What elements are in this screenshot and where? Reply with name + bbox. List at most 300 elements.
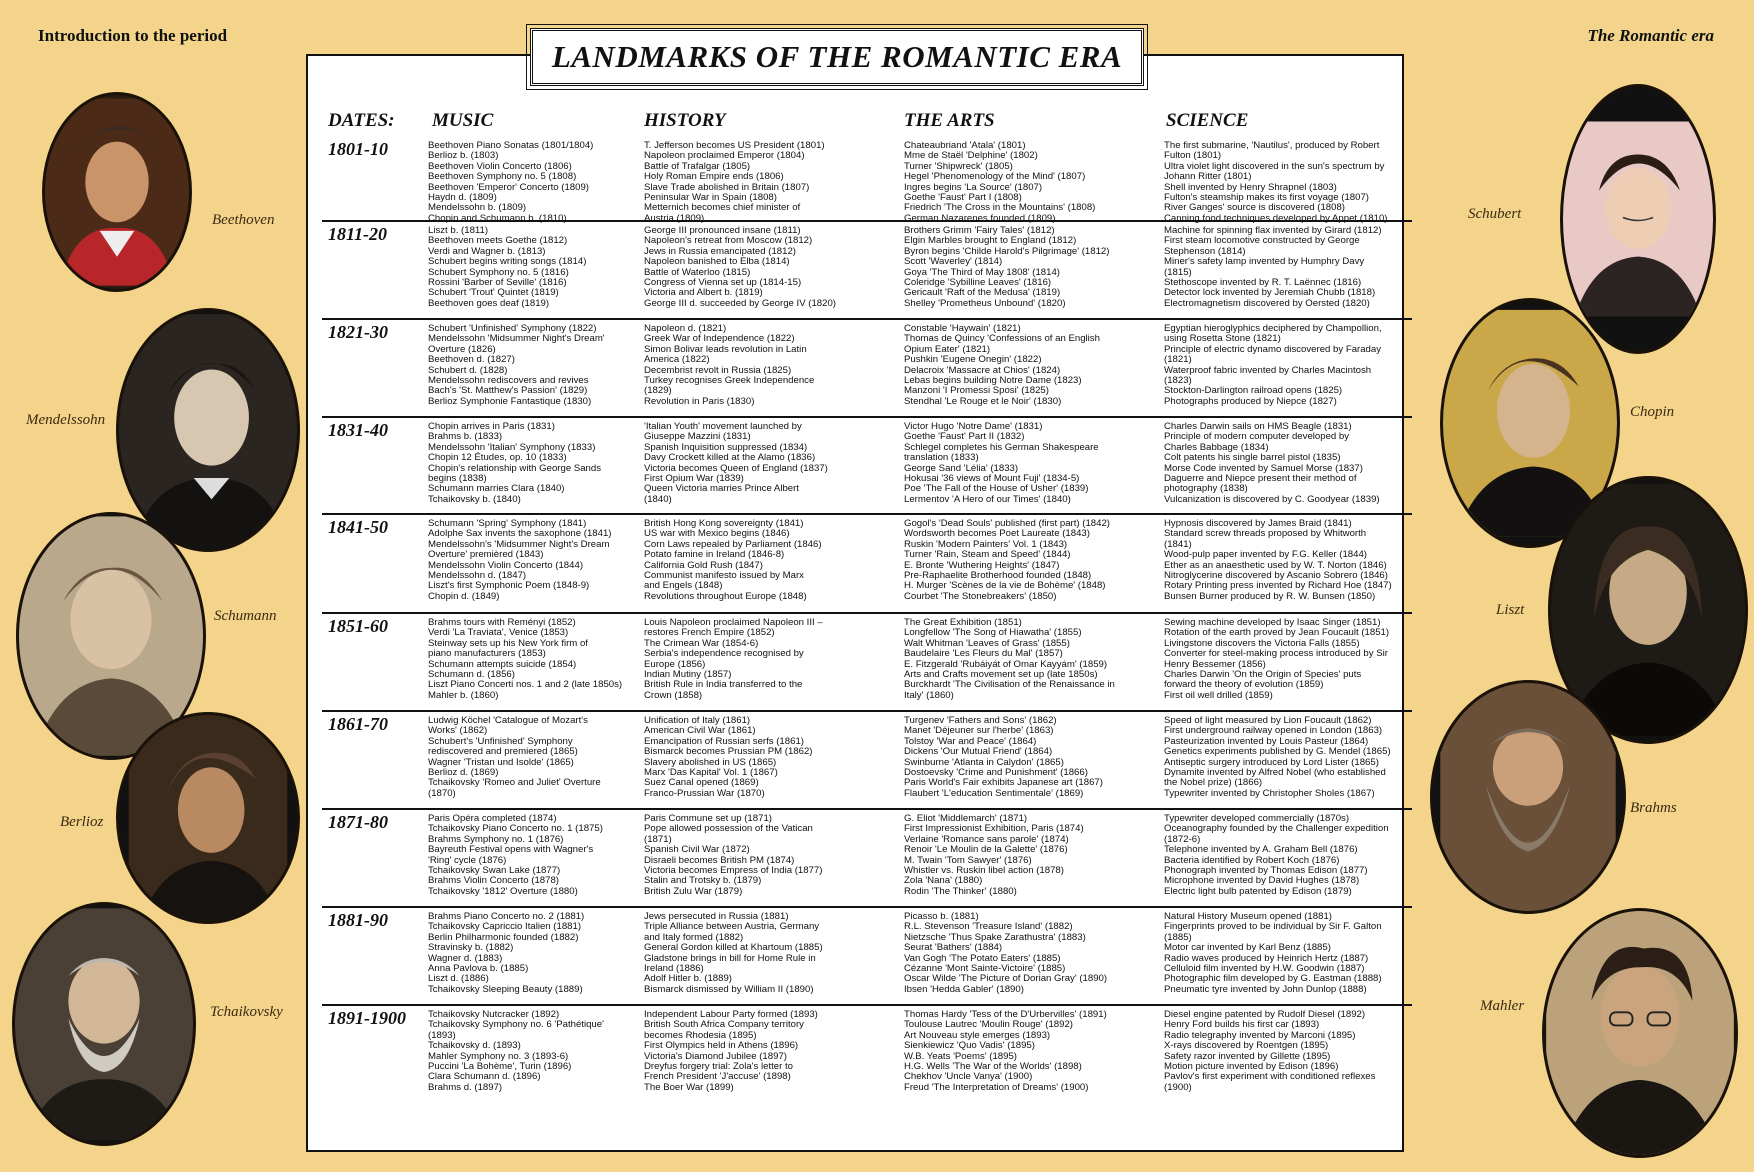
science-column	[1164, 814, 1410, 897]
music-column	[428, 519, 628, 602]
history-entry: Napoleon banished to Elba (1814)	[644, 256, 790, 268]
arts-entry: Ibsen 'Hedda Gabler' (1890)	[904, 983, 1024, 995]
arts-entry: German Nazarenes founded (1809)	[904, 212, 1056, 224]
music-entry: Mendelssohn's 'Midsummer Night's Dream	[428, 538, 610, 550]
music-entry: Brahms d. (1897)	[428, 1081, 503, 1093]
history-entry: and Italy formed (1882)	[644, 931, 744, 943]
portrait-label-brahms: Brahms	[1630, 800, 1677, 816]
arts-entry: Victor Hugo 'Notre Dame' (1831)	[904, 421, 1043, 432]
science-entry: (1900)	[1164, 1081, 1192, 1093]
science-entry: using Rosetta Stone (1821)	[1164, 333, 1281, 345]
arts-entry: Sienkiewicz 'Quo Vadis' (1895)	[904, 1040, 1035, 1052]
arts-entry: Courbet 'The Stonebreakers' (1850)	[904, 590, 1057, 602]
science-entry: River Ganges' source is discovered (1808)	[1164, 202, 1345, 214]
music-column	[428, 226, 628, 309]
history-entry: Giuseppe Mazzini (1831)	[644, 431, 751, 443]
history-entry: Austria (1809)	[644, 212, 705, 224]
decade-row	[322, 318, 1412, 416]
music-entry: Chopin's relationship with George Sands	[428, 462, 602, 474]
arts-entry: translation (1833)	[904, 452, 979, 464]
section-label-right: The Romantic era	[1587, 26, 1714, 45]
arts-entry: George Sand 'Lélia' (1833)	[904, 462, 1019, 474]
science-entry: (1815)	[1164, 266, 1192, 278]
science-entry: Nitroglycerine discovered by Ascanio Sobrero (1846)	[1164, 570, 1388, 582]
music-entry: Tchaikovsky '1812' Overture (1880)	[428, 885, 578, 897]
history-entry: Emancipation of Russian serfs (1861)	[644, 735, 804, 747]
portrait-label-berlioz: Berlioz	[60, 814, 104, 830]
arts-entry: Ingres begins 'La Source' (1807)	[904, 181, 1043, 193]
science-entry: Converter for steel-making process introduced by Sir	[1164, 648, 1388, 660]
arts-entry: Nietzsche 'Thus Spake Zarathustra' (1883)	[904, 931, 1086, 943]
music-entry: Beethoven Symphony no. 5 (1808)	[428, 171, 577, 183]
science-entry: Henry Ford builds his first car (1893)	[1164, 1019, 1320, 1031]
history-entry: American Civil War (1861)	[644, 725, 756, 737]
arts-entry: Schlegel completes his German Shakespeare	[904, 441, 1099, 453]
music-entry: Anna Pavlova b. (1885)	[428, 963, 529, 975]
arts-entry: Verlaine 'Romance sans parole' (1874)	[904, 833, 1069, 845]
music-entry: Rossini 'Barber of Seville' (1816)	[428, 277, 567, 289]
arts-entry: Mme de Staël 'Delphine' (1802)	[904, 150, 1038, 162]
history-entry: First Olympics held in Athens (1896)	[644, 1040, 799, 1052]
music-column	[428, 912, 628, 995]
science-entry: Wood-pulp paper invented by F.G. Keller (1844)	[1164, 549, 1368, 561]
portrait-label-liszt: Liszt	[1496, 602, 1525, 618]
science-entry: Dynamite invented by Alfred Nobel (who established	[1164, 767, 1386, 779]
history-entry: Battle of Trafalgar (1805)	[644, 160, 751, 172]
portrait-beethoven	[42, 92, 192, 292]
arts-entry: Manet 'Déjeuner sur l'herbe' (1863)	[904, 725, 1054, 737]
history-entry: Stalin and Trotsky b. (1879)	[644, 875, 762, 887]
music-entry: Tchaikovsky Sleeping Beauty (1889)	[428, 983, 583, 995]
arts-column	[904, 141, 1144, 224]
history-entry: Napoleon's retreat from Moscow (1812)	[644, 235, 813, 247]
science-entry: Bunsen Burner produced by R. W. Bunsen (1850)	[1164, 590, 1376, 602]
history-entry: French President 'J'accuse' (1898)	[644, 1071, 791, 1083]
decade-label: 1831-40	[328, 420, 388, 440]
arts-entry: Turner 'Rain, Steam and Speed' (1844)	[904, 549, 1071, 561]
science-entry: Morse Code invented by Samuel Morse (1837)	[1164, 462, 1363, 474]
decade-label: 1891-1900	[328, 1008, 406, 1028]
header-dates: DATES:	[328, 110, 395, 131]
music-entry: Beethoven goes deaf (1819)	[428, 297, 550, 309]
music-entry: Ludwig Köchel 'Catalogue of Mozart's	[428, 715, 588, 726]
science-entry: The first submarine, 'Nautilus', produced by Robert	[1164, 140, 1380, 151]
history-entry: Unification of Italy (1861)	[644, 715, 751, 726]
arts-column	[904, 814, 1144, 897]
portrait-tchaikovsky	[12, 902, 196, 1146]
music-entry: Mendelssohn rediscovers and revives	[428, 375, 589, 387]
arts-entry: M. Twain 'Tom Sawyer' (1876)	[904, 854, 1032, 866]
decade-row	[322, 710, 1412, 808]
science-entry: Microphone invented by David Hughes (1878)	[1164, 875, 1360, 887]
history-entry: Holy Roman Empire ends (1806)	[644, 171, 784, 183]
science-entry: Egyptian hieroglyphics deciphered by Champollion,	[1164, 323, 1382, 334]
arts-entry: Wordsworth becomes Poet Laureate (1843)	[904, 528, 1090, 540]
music-entry: (1870)	[428, 787, 456, 799]
science-entry: Celluloid film invented by H.W. Goodwin (1887)	[1164, 963, 1365, 975]
science-entry: First oil well drilled (1859)	[1164, 689, 1273, 701]
history-entry: Victoria becomes Queen of England (1837)	[644, 462, 828, 474]
arts-entry: Gericault 'Raft of the Medusa' (1819)	[904, 287, 1061, 299]
portrait-label-chopin: Chopin	[1630, 404, 1675, 420]
science-entry: Oceanography founded by the Challenger expedition	[1164, 823, 1389, 835]
music-entry: Works' (1862)	[428, 725, 488, 737]
arts-column	[904, 1010, 1144, 1093]
music-entry: Berlioz d. (1869)	[428, 767, 499, 779]
history-entry: Revolutions throughout Europe (1848)	[644, 590, 807, 602]
portrait-brahms	[1430, 680, 1626, 914]
arts-entry: Turgenev 'Fathers and Sons' (1862)	[904, 715, 1057, 726]
arts-entry: Lermentov 'A Hero of our Times' (1840)	[904, 493, 1071, 505]
science-column	[1164, 716, 1410, 799]
history-entry: Pope allowed possession of the Vatican	[644, 823, 813, 835]
arts-entry: Thomas de Quincy 'Confessions of an English	[904, 333, 1100, 345]
science-column	[1164, 618, 1410, 701]
arts-entry: Hegel 'Phenomenology of the Mind' (1807)	[904, 171, 1086, 183]
arts-entry: Seurat 'Bathers' (1884)	[904, 942, 1003, 954]
decade-label: 1861-70	[328, 714, 388, 734]
arts-entry: Renoir 'Le Moulin de la Galette' (1876)	[904, 844, 1068, 856]
science-entry: Stockton-Darlington railroad opens (1825)	[1164, 385, 1343, 397]
science-entry: Radio telegraphy invented by Marconi (1895)	[1164, 1029, 1356, 1041]
arts-entry: Friedrich 'The Cross in the Mountains' (1808)	[904, 202, 1096, 214]
science-entry: Canning food techniques developed by Appet (1810)	[1164, 212, 1388, 224]
science-entry: Pneumatic tyre invented by John Dunlop (1888)	[1164, 983, 1367, 995]
arts-entry: H. Murger 'Scènes de la vie de Bohème' (1848)	[904, 580, 1106, 592]
arts-entry: Goethe 'Faust' Part I (1808)	[904, 192, 1022, 204]
arts-entry: E. Bronte 'Wuthering Heights' (1847)	[904, 559, 1060, 571]
science-entry: Sewing machine developed by Isaac Singer (1851)	[1164, 617, 1381, 628]
arts-entry: Toulouse Lautrec 'Moulin Rouge' (1892)	[904, 1019, 1073, 1031]
portrait-label-mendelssohn: Mendelssohn	[26, 412, 106, 428]
music-entry: Puccini 'La Bohème', Turin (1896)	[428, 1061, 572, 1073]
history-entry: (1840)	[644, 493, 672, 505]
science-entry: Charles Darwin 'On the Origin of Species' puts	[1164, 669, 1362, 681]
history-entry: Dreyfus forgery trial: Zola's letter to	[644, 1061, 793, 1073]
history-entry: The Crimean War (1854-6)	[644, 637, 759, 649]
arts-entry: Goethe 'Faust' Part II (1832)	[904, 431, 1025, 443]
portrait-label-tchaikovsky: Tchaikovsky	[210, 1004, 283, 1020]
music-entry: Overture' premièred (1843)	[428, 549, 544, 561]
science-entry: Charles Babbage (1834)	[1164, 441, 1269, 453]
music-entry: Liszt's first Symphonic Poem (1848-9)	[428, 580, 590, 592]
science-entry: X-rays discovered by Roentgen (1895)	[1164, 1040, 1329, 1052]
arts-entry: Picasso b. (1881)	[904, 911, 979, 922]
music-entry: Tchaikovsky Swan Lake (1877)	[428, 865, 561, 877]
history-entry: Crown (1858)	[644, 689, 703, 701]
portrait-berlioz	[116, 712, 300, 924]
history-entry: Peninsular War in Spain (1808)	[644, 192, 777, 204]
music-entry: Brahms tours with Reményi (1852)	[428, 617, 576, 628]
history-entry: British Rule in India transferred to the	[644, 679, 803, 691]
arts-entry: Constable 'Haywain' (1821)	[904, 323, 1021, 334]
history-entry: Triple Alliance between Austria, Germany	[644, 921, 820, 933]
arts-entry: Cézanne 'Mont Sainte-Victoire' (1885)	[904, 963, 1066, 975]
title-box	[530, 28, 1144, 86]
music-column	[428, 716, 628, 799]
music-entry: Mendelssohn b. (1809)	[428, 202, 527, 214]
science-entry: Typewriter invented by Christopher Sholes (1867)	[1164, 787, 1375, 799]
history-entry: Potato famine in Ireland (1846-8)	[644, 549, 785, 561]
decade-row	[322, 137, 1412, 233]
decade-label: 1811-20	[328, 224, 388, 244]
history-entry: Davy Crockett killed at the Alamo (1836)	[644, 452, 816, 464]
arts-entry: R.L. Stevenson 'Treasure Island' (1882)	[904, 921, 1073, 933]
science-entry: the Nobel prize) (1866)	[1164, 777, 1263, 789]
science-entry: Principle of modern computer developed by	[1164, 431, 1350, 443]
music-entry: Clara Schumann d. (1896)	[428, 1071, 541, 1083]
music-entry: Schumann 'Spring' Symphony (1841)	[428, 518, 587, 529]
history-entry: Corn Laws repealed by Parliament (1846)	[644, 538, 822, 550]
science-entry: Photographs produced by Niepce (1827)	[1164, 395, 1337, 407]
science-entry: Natural History Museum opened (1881)	[1164, 911, 1332, 922]
science-entry: Telephone invented by A. Graham Bell (1876)	[1164, 844, 1358, 856]
history-entry: Victoria's Diamond Jubilee (1897)	[644, 1050, 787, 1062]
science-entry: Standard screw threads proposed by Whitworth	[1164, 528, 1367, 540]
arts-entry: E. Fitzgerald 'Rubáiyát of Omar Kayyám' (1859)	[904, 658, 1108, 670]
music-entry: Brahms b. (1833)	[428, 431, 503, 443]
history-entry: First Opium War (1839)	[644, 473, 744, 485]
music-entry: Steinway sets up his New York firm of	[428, 637, 588, 649]
history-entry: Metternich becomes chief minister of	[644, 202, 801, 214]
music-entry: Tchaikovsky Capriccio Italien (1881)	[428, 921, 582, 933]
arts-column	[904, 324, 1144, 407]
history-entry: Battle of Waterloo (1815)	[644, 266, 751, 278]
music-entry: 'Ring' cycle (1876)	[428, 854, 507, 866]
music-entry: Tchaikovsky b. (1840)	[428, 493, 521, 505]
music-entry: Schumann marries Clara (1840)	[428, 483, 565, 495]
science-entry: Speed of light measured by Lion Foucault (1862)	[1164, 715, 1372, 726]
portrait-label-schumann: Schumann	[214, 608, 277, 624]
arts-entry: Turner 'Shipwreck' (1805)	[904, 160, 1013, 172]
header-music: MUSIC	[432, 110, 494, 131]
science-entry: Daguerre and Niepce present their method of	[1164, 473, 1357, 485]
music-column	[428, 814, 628, 897]
music-entry: Brahms Violin Concerto (1878)	[428, 875, 560, 887]
history-entry: Marx 'Das Kapital' Vol. 1 (1867)	[644, 767, 778, 779]
science-entry: Fulton's steamship makes its first voyage (1807)	[1164, 192, 1369, 204]
arts-column	[904, 716, 1144, 799]
science-entry: Rotation of the earth proved by Jean Foucault (1851)	[1164, 627, 1390, 639]
history-entry: Slavery abolished in US (1865)	[644, 756, 777, 768]
music-entry: Wagner 'Tristan und Isolde' (1865)	[428, 756, 574, 768]
science-entry: Pavlov's first experiment with conditioned reflexes	[1164, 1071, 1376, 1083]
arts-entry: Walt Whitman 'Leaves of Grass' (1855)	[904, 637, 1070, 649]
history-entry: America (1822)	[644, 354, 710, 366]
history-column	[644, 716, 884, 799]
science-entry: (1821)	[1164, 354, 1192, 366]
arts-entry: Hokusai '36 views of Mount Fuji' (1834-5)	[904, 473, 1080, 485]
music-entry: Beethoven 'Emperor' Concerto (1809)	[428, 181, 589, 193]
music-entry: Verdi and Wagner b. (1813)	[428, 245, 546, 257]
music-entry: Berlin Philharmonic founded (1882)	[428, 931, 579, 943]
arts-entry: Scott 'Waverley' (1814)	[904, 256, 1003, 268]
history-entry: Spanish Civil War (1872)	[644, 844, 750, 856]
arts-entry: Arts and Crafts movement set up (late 1850s)	[904, 669, 1098, 681]
arts-entry: Poe 'The Fall of the House of Usher' (1839)	[904, 483, 1089, 495]
music-entry: Wagner d. (1883)	[428, 952, 503, 964]
music-entry: Haydn d. (1809)	[428, 192, 497, 204]
music-column	[428, 141, 628, 224]
science-entry: Detector lock invented by Jeremiah Chubb (1818)	[1164, 287, 1376, 299]
history-entry: Independent Labour Party formed (1893)	[644, 1009, 818, 1020]
music-entry: Mendelssohn d. (1847)	[428, 570, 527, 582]
decade-label: 1851-60	[328, 616, 388, 636]
history-entry: Suez Canal opened (1869)	[644, 777, 759, 789]
arts-entry: Brothers Grimm 'Fairy Tales' (1812)	[904, 225, 1055, 236]
arts-entry: Dostoevsky 'Crime and Punishment' (1866)	[904, 767, 1088, 779]
science-entry: (1823)	[1164, 375, 1192, 387]
history-entry: Revolution in Paris (1830)	[644, 395, 755, 407]
arts-entry: Rodin 'The Thinker' (1880)	[904, 885, 1017, 897]
music-entry: Schubert begins writing songs (1814)	[428, 256, 587, 268]
arts-entry: Chekhov 'Uncle Vanya' (1900)	[904, 1071, 1033, 1083]
science-entry: Electric light bulb patented by Edison (1879)	[1164, 885, 1352, 897]
history-entry: (1871)	[644, 833, 672, 845]
arts-entry: Zola 'Nana' (1880)	[904, 875, 983, 887]
music-entry: Schubert's 'Unfinished' Symphony	[428, 735, 573, 747]
history-entry: Napoleon proclaimed Emperor (1804)	[644, 150, 805, 162]
science-entry: Motor car invented by Karl Benz (1885)	[1164, 942, 1331, 954]
science-entry: Rotary Printing press invented by Richard Hoe (1847)	[1164, 580, 1392, 592]
decade-row	[322, 1004, 1412, 1102]
science-entry: Fingerprints proved to be individual by Sir F. Galton	[1164, 921, 1382, 933]
music-entry: Schubert 'Trout' Quintet (1819)	[428, 287, 559, 299]
music-entry: Verdi 'La Traviata', Venice (1853)	[428, 627, 569, 639]
music-entry: Mendelssohn 'Italian' Symphony (1833)	[428, 441, 596, 453]
music-entry: Beethoven d. (1827)	[428, 354, 515, 366]
history-entry: Serbia's independence recognised by	[644, 648, 804, 660]
science-column	[1164, 226, 1410, 309]
music-entry: Schumann d. (1856)	[428, 669, 515, 681]
science-entry: Typewriter developed commercially (1870s)	[1164, 813, 1350, 824]
science-column	[1164, 912, 1410, 995]
arts-entry: Van Gogh 'The Potato Eaters' (1885)	[904, 952, 1061, 964]
history-entry: T. Jefferson becomes US President (1801)	[644, 140, 825, 151]
arts-entry: Oscar Wilde 'The Picture of Dorian Gray' (1890)	[904, 973, 1108, 985]
history-entry: Europe (1856)	[644, 658, 706, 670]
music-entry: Chopin 12 Études, op. 10 (1833)	[428, 452, 567, 464]
arts-column	[904, 519, 1144, 602]
music-entry: Chopin d. (1849)	[428, 590, 500, 602]
science-entry: Genetics experiments published by G. Mendel (1865)	[1164, 746, 1391, 758]
science-entry: Stethoscope invented by R. T. Laënnec (1816)	[1164, 277, 1362, 289]
science-entry: Machine for spinning flax invented by Girard (1812)	[1164, 225, 1382, 236]
portrait-schubert	[1560, 84, 1716, 354]
history-entry: Greek War of Independence (1822)	[644, 333, 795, 345]
arts-column	[904, 226, 1144, 309]
science-entry: (1885)	[1164, 931, 1192, 943]
portrait-mendelssohn	[116, 308, 300, 552]
arts-entry: W.B. Yeats 'Poems' (1895)	[904, 1050, 1017, 1062]
arts-entry: H.G. Wells 'The War of the Worlds' (1898)	[904, 1061, 1082, 1073]
arts-entry: Burckhardt 'The Civilisation of the Renaissance in	[904, 679, 1115, 691]
history-entry: Spanish Inquisition suppressed (1834)	[644, 441, 808, 453]
history-entry: Victoria and Albert b. (1819)	[644, 287, 763, 299]
science-entry: Miner's safety lamp invented by Humphry Davy	[1164, 256, 1365, 268]
decade-row	[322, 612, 1412, 710]
history-entry: The Boer War (1899)	[644, 1081, 734, 1093]
history-column	[644, 324, 884, 407]
music-entry: Schubert d. (1828)	[428, 364, 508, 376]
music-column	[428, 1010, 628, 1093]
science-entry: Ether as an anaesthetic used by W. T. Norton (1846)	[1164, 559, 1387, 571]
arts-entry: Paris World's Fair exhibits Japanese art (1867)	[904, 777, 1103, 789]
history-entry: California Gold Rush (1847)	[644, 559, 763, 571]
history-entry: Indian Mutiny (1857)	[644, 669, 732, 681]
arts-entry: Tolstoy 'War and Peace' (1864)	[904, 735, 1037, 747]
arts-entry: Freud 'The Interpretation of Dreams' (1900)	[904, 1081, 1089, 1093]
music-entry: Beethoven meets Goethe (1812)	[428, 235, 568, 247]
history-entry: Victoria becomes Empress of India (1877)	[644, 865, 823, 877]
decade-row	[322, 416, 1412, 514]
history-entry: George III d. succeeded by George IV (1820)	[644, 297, 836, 309]
arts-entry: Flaubert 'L'education Sentimentale' (1869)	[904, 787, 1084, 799]
music-entry: Mendelssohn Violin Concerto (1844)	[428, 559, 584, 571]
arts-column	[904, 422, 1144, 505]
history-column	[644, 422, 884, 505]
science-entry: Vulcanization is discovered by C. Goodyear (1839)	[1164, 493, 1380, 505]
science-column	[1164, 519, 1410, 602]
history-entry: Communist manifesto issued by Marx	[644, 570, 804, 582]
science-entry: Principle of electric dynamo discovered by Faraday	[1164, 343, 1382, 355]
science-entry: Bacteria identified by Robert Koch (1876)	[1164, 854, 1340, 866]
decade-row	[322, 906, 1412, 1004]
history-entry: Simon Bolivar leads revolution in Latin	[644, 343, 807, 355]
science-entry: First steam locomotive constructed by George	[1164, 235, 1360, 247]
music-entry: Berlioz b. (1803)	[428, 150, 499, 162]
arts-entry: Elgin Marbles brought to England (1812)	[904, 235, 1077, 247]
history-entry: Turkey recognises Greek Independence	[644, 375, 815, 387]
history-entry: Jews persecuted in Russia (1881)	[644, 911, 789, 922]
science-entry: forward the theory of evolution (1859)	[1164, 679, 1324, 691]
science-entry: Stephenson (1814)	[1164, 245, 1246, 257]
history-column	[644, 141, 884, 224]
music-entry: Brahms Symphony no. 1 (1876)	[428, 833, 564, 845]
science-entry: Electromagnetism discovered by Oersted (1820)	[1164, 297, 1370, 309]
arts-entry: Gogol's 'Dead Souls' published (first part) (1842)	[904, 518, 1110, 529]
history-entry: General Gordon killed at Khartoum (1885)	[644, 942, 823, 954]
history-entry: George III pronounced insane (1811)	[644, 225, 801, 236]
science-entry: Fulton (1801)	[1164, 150, 1222, 162]
music-entry: Liszt Piano Concerti nos. 1 and 2 (late 1850s)	[428, 679, 623, 691]
science-entry: Waterproof fabric invented by Charles Macintosh	[1164, 364, 1372, 376]
history-entry: Congress of Vienna set up (1814-15)	[644, 277, 802, 289]
portrait-label-beethoven: Beethoven	[212, 212, 275, 228]
science-entry: Diesel engine patented by Rudolf Diesel (1892)	[1164, 1009, 1366, 1020]
arts-entry: Thomas Hardy 'Tess of the D'Urbervilles' (1891)	[904, 1009, 1107, 1020]
history-entry: Slave Trade abolished in Britain (1807)	[644, 181, 810, 193]
history-entry: British Hong Kong sovereignty (1841)	[644, 518, 804, 529]
science-entry: Photographic film developed by G. Eastman (1888)	[1164, 973, 1382, 985]
arts-entry: Whistler vs. Ruskin libel action (1878)	[904, 865, 1064, 877]
arts-entry: Ruskin 'Modern Painters' Vol. 1 (1843)	[904, 538, 1068, 550]
portrait-label-mahler: Mahler	[1480, 998, 1525, 1014]
science-entry: Pasteurization invented by Louis Pasteur (1864)	[1164, 735, 1369, 747]
arts-entry: Dickens 'Our Mutual Friend' (1864)	[904, 746, 1053, 758]
portrait-label-schubert: Schubert	[1468, 206, 1522, 222]
music-entry: Bach's 'St. Matthew's Passion' (1829)	[428, 385, 588, 397]
science-entry: Livingstone discovers the Victoria Falls (1855)	[1164, 637, 1360, 649]
decade-label: 1871-80	[328, 812, 388, 832]
arts-entry: Delacroix 'Massacre at Chios' (1824)	[904, 364, 1061, 376]
history-column	[644, 814, 884, 897]
history-entry: Decembrist revolt in Russia (1825)	[644, 364, 792, 376]
history-column	[644, 519, 884, 602]
music-entry: Paris Opéra completed (1874)	[428, 813, 557, 824]
music-entry: Tchaikovsky 'Romeo and Juliet' Overture	[428, 777, 601, 789]
arts-entry: Lebas begins building Notre Dame (1823)	[904, 375, 1082, 387]
